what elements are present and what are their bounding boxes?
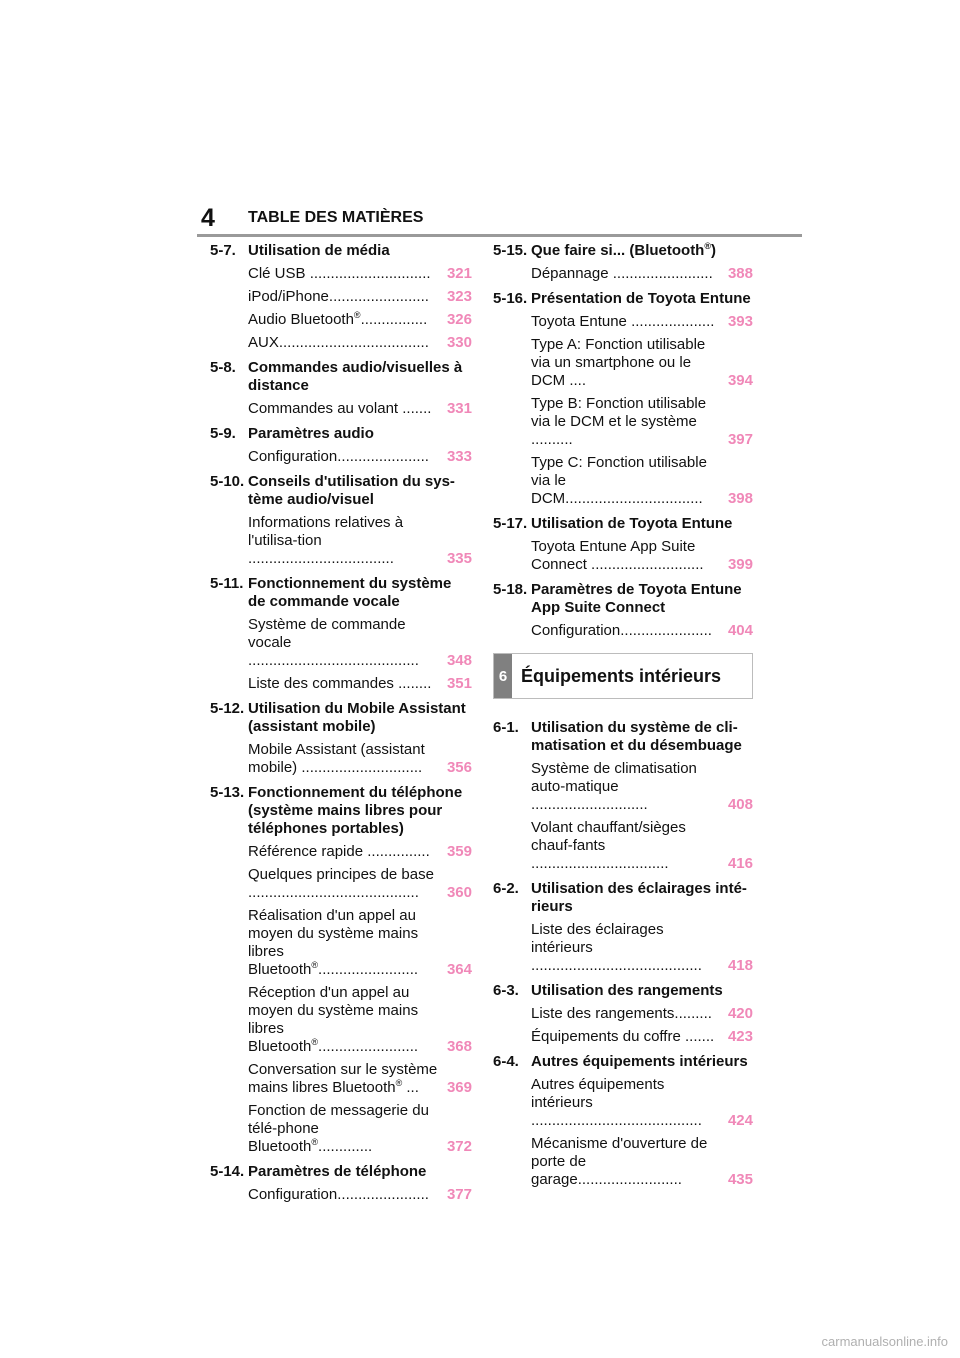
registered-mark: ®: [311, 1037, 319, 1047]
entry-text: Type B: Fonction utilisable via le DCM et le système: [531, 395, 707, 430]
entry-page[interactable]: 323: [446, 288, 472, 305]
section-number: 5-7.: [210, 242, 236, 259]
section-number: 5-14.: [210, 1163, 245, 1180]
registered-mark: ®: [353, 310, 361, 320]
toc-entry[interactable]: Type B: Fonction utilisable via le DCM et le système .......... 397: [531, 395, 753, 448]
entry-page[interactable]: 397: [727, 431, 753, 448]
toc-entry[interactable]: Réception d'un appel au moyen du système mains libres Bluetooth®........................ 368: [248, 984, 472, 1055]
page-header: [0, 200, 960, 240]
toc-entry[interactable]: Référence rapide ............... 359: [248, 843, 472, 860]
toc-entry[interactable]: AUX.................................... 330: [248, 334, 472, 351]
entry-page[interactable]: 364: [446, 961, 472, 978]
section-number: 6-2.: [493, 880, 519, 897]
section-title: Paramètres audio: [248, 425, 374, 442]
section-title: Paramètres de Toyota Entune App Suite Connect: [531, 581, 742, 616]
entry-text: Configuration: [531, 622, 621, 639]
toc-entry[interactable]: Volant chauffant/sièges chauf-fants ................................. 416: [531, 819, 753, 872]
toc-entry[interactable]: Système de climatisation auto-matique ............................ 408: [531, 760, 753, 813]
entry-page[interactable]: 377: [446, 1186, 472, 1203]
entry-page[interactable]: 321: [446, 265, 472, 282]
entry-page[interactable]: 388: [727, 265, 753, 282]
entry-text: Quelques principes de base: [248, 866, 434, 883]
entry-page[interactable]: 331: [446, 400, 472, 417]
entry-text: Autres équipements intérieurs: [531, 1076, 665, 1111]
entry-text: Mobile Assistant (assistant mobile): [248, 741, 425, 776]
section-title: Utilisation du Mobile Assistant (assistant mobile): [248, 700, 466, 735]
toc-section: [493, 719, 753, 873]
section-number: 5-17.: [493, 515, 528, 532]
section-title: Présentation de Toyota Entune: [531, 290, 751, 307]
entry-text: Volant chauffant/sièges chauf-fants: [531, 819, 686, 854]
registered-mark: ®: [311, 960, 319, 970]
entry-page[interactable]: 398: [727, 490, 753, 507]
entry-text: Équipements du coffre: [531, 1028, 681, 1045]
entry-page[interactable]: 420: [727, 1005, 753, 1022]
entry-text: Référence rapide: [248, 843, 364, 860]
section-number: 6-3.: [493, 982, 519, 999]
toc-entry[interactable]: Réalisation d'un appel au moyen du système mains libres Bluetooth®........................ 364: [248, 907, 472, 978]
entry-page[interactable]: 435: [727, 1171, 753, 1188]
toc-section: [493, 581, 753, 640]
section-number: 5-8.: [210, 359, 236, 376]
chapter-banner[interactable]: [493, 653, 753, 699]
toc-section: [210, 359, 472, 418]
entry-text: Type C: Fonction utilisable via le DCM: [531, 454, 707, 507]
entry-text: Liste des rangements: [531, 1005, 675, 1022]
toc-entry[interactable]: Type A: Fonction utilisable via un smartphone ou le DCM .... 394: [531, 336, 753, 389]
toc-section: [210, 700, 472, 777]
entry-text: Réception d'un appel au moyen du système mains libres Bluetooth: [248, 984, 419, 1055]
section-title: Fonctionnement du système de commande vocale: [248, 575, 452, 610]
toc-entry[interactable]: Autres équipements intérieurs ......................................... 424: [531, 1076, 753, 1129]
section-title: Utilisation des rangements: [531, 982, 723, 999]
section-title: Conseils d'utilisation du sys-tème audio/visuel: [248, 473, 455, 508]
entry-page[interactable]: 394: [727, 372, 753, 389]
entry-page[interactable]: 360: [446, 884, 472, 901]
toc-entry[interactable]: Liste des rangements......... 420: [531, 1005, 753, 1022]
entry-page[interactable]: 359: [446, 843, 472, 860]
entry-text: Liste des commandes: [248, 675, 394, 692]
toc-section: [210, 1163, 472, 1204]
toc-section: [493, 515, 753, 574]
toc-entry[interactable]: Configuration...................... 404: [531, 622, 753, 639]
page-title: TABLE DES MATIÈRES: [248, 209, 424, 226]
entry-text: Système de climatisation auto-matique: [531, 760, 697, 795]
entry-text: Informations relatives à l'utilisa-tion: [248, 514, 404, 549]
entry-page[interactable]: 348: [446, 652, 472, 669]
toc-entry[interactable]: Dépannage ........................ 388: [531, 265, 753, 282]
toc-section: [493, 1053, 753, 1189]
entry-page[interactable]: 418: [727, 957, 753, 974]
toc-entry[interactable]: Liste des éclairages intérieurs ......................................... 418: [531, 921, 753, 974]
toc-section: [210, 425, 472, 466]
close-paren: ): [711, 242, 716, 259]
section-title: Autres équipements intérieurs: [531, 1053, 748, 1070]
registered-mark: ®: [311, 1137, 319, 1147]
toc-entry[interactable]: Type C: Fonction utilisable via le DCM................................. 398: [531, 454, 753, 507]
entry-text: Configuration: [248, 448, 338, 465]
toc-entry[interactable]: Clé USB ............................. 321: [248, 265, 472, 282]
entry-page[interactable]: 356: [446, 759, 472, 776]
entry-text: Fonction de messagerie du télé-phone Bluetooth: [248, 1102, 429, 1155]
entry-page[interactable]: 351: [446, 675, 472, 692]
toc-section: [493, 290, 753, 508]
entry-text: Configuration: [248, 1186, 338, 1203]
section-title: Utilisation des éclairages inté-rieurs: [531, 880, 747, 915]
section-title: Utilisation du système de cli-matisation et du désembuage: [531, 719, 742, 754]
toc-left-column: [210, 242, 472, 1204]
toc-entry[interactable]: Mobile Assistant (assistant mobile) ............................. 356: [248, 741, 472, 776]
section-number: 5-13.: [210, 784, 245, 801]
toc-section: [210, 473, 472, 568]
entry-text: Type A: Fonction utilisable via un smartphone ou le DCM: [531, 336, 706, 389]
section-number: 6-1.: [493, 719, 519, 736]
toc-entry[interactable]: Équipements du coffre ....... 423: [531, 1028, 753, 1045]
section-number: 5-9.: [210, 425, 236, 442]
entry-text: Clé USB: [248, 265, 306, 282]
toc-section: [210, 242, 472, 352]
entry-page[interactable]: 333: [446, 448, 472, 465]
section-number: 5-12.: [210, 700, 245, 717]
section-title: Fonctionnement du téléphone (système mains libres pour téléphones portables): [248, 784, 463, 837]
toc-right-column: [493, 242, 753, 1189]
section-title: Que faire si... (Bluetooth: [531, 242, 705, 259]
entry-page[interactable]: 423: [727, 1028, 753, 1045]
toc-entry[interactable]: Toyota Entune App Suite Connect ........................... 399: [531, 538, 753, 573]
toc-entry[interactable]: Système de commande vocale ......................................... 348: [248, 616, 472, 669]
toc-entry[interactable]: iPod/iPhone........................ 323: [248, 288, 472, 305]
section-number: 5-16.: [493, 290, 528, 307]
entry-page[interactable]: 416: [727, 855, 753, 872]
entry-text: Conversation sur le système mains libres Bluetooth: [248, 1061, 438, 1096]
entry-page[interactable]: 408: [727, 796, 753, 813]
registered-mark: ®: [704, 241, 711, 251]
section-number: 5-11.: [210, 575, 244, 592]
section-number: 5-10.: [210, 473, 245, 490]
entry-text: AUX: [248, 334, 279, 351]
entry-page[interactable]: 372: [446, 1138, 472, 1155]
toc-entry[interactable]: Audio Bluetooth®................ 326: [248, 310, 472, 328]
toc-entry[interactable]: Conversation sur le système mains libres Bluetooth® ... 369: [248, 1061, 472, 1096]
toc-entry[interactable]: Informations relatives à l'utilisa-tion ................................... 335: [248, 514, 472, 567]
page-number: 4: [201, 204, 215, 232]
chapter-title: Équipements intérieurs: [521, 665, 722, 686]
entry-page[interactable]: 369: [446, 1079, 472, 1096]
section-number: 6-4.: [493, 1053, 519, 1070]
entry-page[interactable]: 326: [446, 311, 472, 328]
entry-text: Dépannage: [531, 265, 609, 282]
section-title: Utilisation de média: [248, 242, 390, 259]
toc-section: [493, 982, 753, 1046]
toc-entry[interactable]: Liste des commandes ........ 351: [248, 675, 472, 692]
section-title: Paramètres de téléphone: [248, 1163, 427, 1180]
watermark: carmanualsonline.info: [821, 1334, 948, 1349]
header-rule: [197, 234, 802, 237]
entry-text: iPod/iPhone: [248, 288, 329, 305]
section-title: Utilisation de Toyota Entune: [531, 515, 733, 532]
entry-text: Mécanisme d'ouverture de porte de garage: [531, 1135, 708, 1188]
entry-page[interactable]: 335: [446, 550, 472, 567]
entry-text: Toyota Entune App Suite Connect: [531, 538, 696, 573]
section-number: 5-18.: [493, 581, 528, 598]
toc-entry[interactable]: Toyota Entune .................... 393: [531, 313, 753, 330]
toc-section: [493, 880, 753, 975]
entry-text: Réalisation d'un appel au moyen du système mains libres Bluetooth: [248, 907, 419, 978]
toc-entry[interactable]: Configuration...................... 377: [248, 1186, 472, 1203]
toc-entry[interactable]: Mécanisme d'ouverture de porte de garage......................... 435: [531, 1135, 753, 1188]
registered-mark: ®: [395, 1078, 403, 1088]
toc-entry[interactable]: Fonction de messagerie du télé-phone Bluetooth®............. 372: [248, 1102, 472, 1155]
entry-text: Système de commande vocale: [248, 616, 406, 651]
section-number: 5-15.: [493, 242, 528, 259]
toc-entry[interactable]: Configuration...................... 333: [248, 448, 472, 465]
entry-page[interactable]: 399: [727, 556, 753, 573]
entry-page[interactable]: 393: [727, 313, 753, 330]
entry-text: Liste des éclairages intérieurs: [531, 921, 664, 956]
entry-page[interactable]: 330: [446, 334, 472, 351]
entry-text: Commandes au volant: [248, 400, 399, 417]
toc-section: [210, 575, 472, 693]
section-title: Commandes audio/visuelles à distance: [248, 359, 463, 394]
entry-page[interactable]: 424: [727, 1112, 753, 1129]
toc-entry[interactable]: Commandes au volant ....... 331: [248, 400, 472, 417]
entry-page[interactable]: 368: [446, 1038, 472, 1055]
toc-section: [210, 784, 472, 1156]
entry-text: Toyota Entune: [531, 313, 627, 330]
toc-section: [493, 242, 753, 283]
entry-text: Audio Bluetooth: [248, 311, 354, 328]
chapter-number: 6: [494, 654, 512, 698]
toc-entry[interactable]: Quelques principes de base ......................................... 360: [248, 866, 472, 901]
entry-page[interactable]: 404: [727, 622, 753, 639]
